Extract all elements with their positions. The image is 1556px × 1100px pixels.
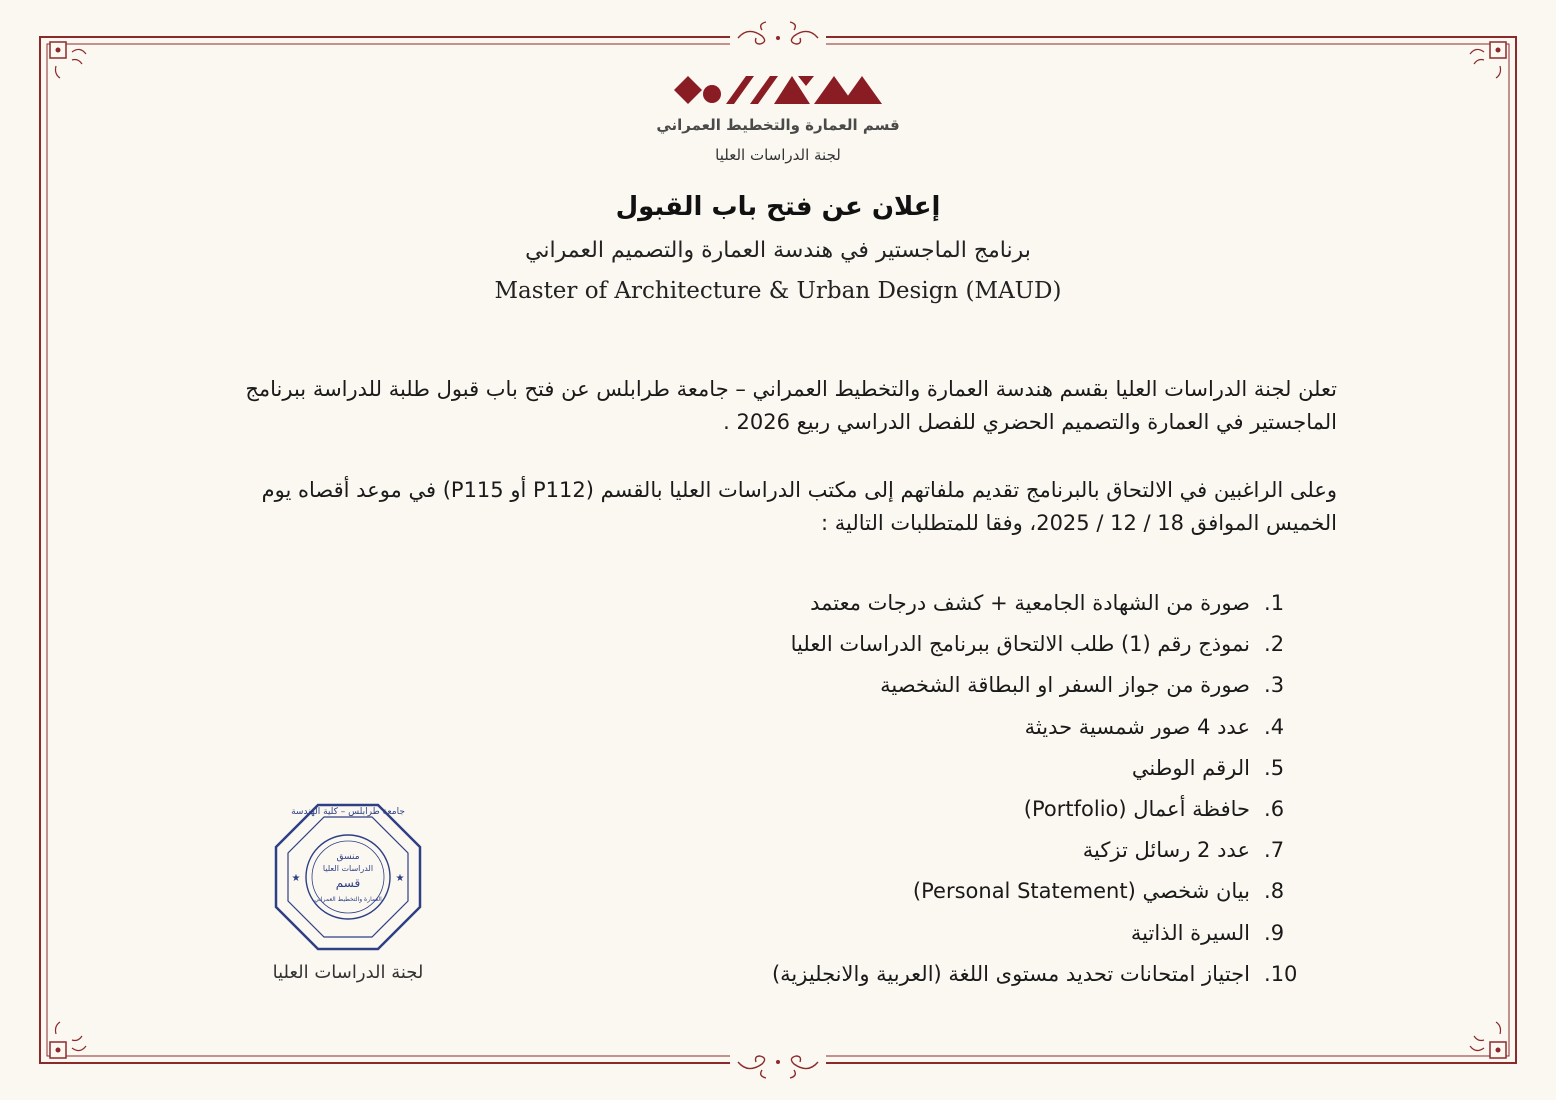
seal-caption: لجنة الدراسات العليا	[272, 962, 424, 983]
seal-center-bottom: العمارة والتخطيط العمراني	[314, 896, 382, 903]
list-item	[600, 832, 1300, 873]
announcement-title: إعلان عن فتح باب القبول	[615, 192, 941, 222]
list-item	[600, 915, 1300, 956]
list-item-text: عدد 2 رسائل تزكية	[1082, 838, 1250, 863]
list-item	[600, 750, 1300, 791]
top-center-flourish	[730, 22, 826, 46]
list-item-number: 3.	[1264, 673, 1285, 698]
list-item-number: 8.	[1264, 879, 1285, 904]
list-item-text: اجتياز امتحانات تحديد مستوى اللغة (العربية والانجليزية)	[771, 961, 1250, 986]
program-name-english: Master of Architecture & Urban Design (MAUD)	[494, 278, 1062, 304]
list-item-number: 2.	[1264, 632, 1285, 657]
list-item-text: صورة من جواز السفر او البطاقة الشخصية	[880, 673, 1250, 698]
bottom-center-flourish	[730, 1054, 826, 1078]
list-item	[600, 873, 1300, 914]
list-item-text: عدد 4 صور شمسية حديثة	[1024, 714, 1250, 739]
program-name-arabic: برنامج الماجستير في هندسة العمارة والتصميم العمراني	[525, 238, 1031, 263]
list-item	[600, 791, 1300, 832]
list-item	[600, 626, 1300, 667]
list-item-text: الرقم الوطني	[1131, 755, 1250, 780]
announcement-paragraph: تعلن لجنة الدراسات العليا بقسم هندسة العمارة والتخطيط العمراني – جامعة طرابلس عن فتح باب قبول طلبة للدراسة ببرنامج الماجستير في العمارة والتصميم الحضري للفصل الدراسي ربيع 2026 .	[245, 377, 1337, 434]
submission-paragraph: وعلى الراغبين في الالتحاق بالبرنامج تقديم ملفاتهم إلى مكتب الدراسات العليا بالقسم (P112 أو P115) في موعد أقصاه يوم الخميس الموافق 18 / 12 / 2025، وفقا للمتطلبات التالية :	[261, 478, 1337, 535]
list-item-text: صورة من الشهادة الجامعية + كشف درجات معتمد	[810, 591, 1250, 615]
list-item	[600, 709, 1300, 750]
list-item-number: 5.	[1264, 755, 1285, 780]
corner-ornament-bottom-left	[50, 1022, 86, 1058]
seal-center-mid: الدراسات العليا	[322, 864, 374, 873]
seal-center-word: قسم	[335, 876, 361, 890]
list-item-text: بيان شخصي (Personal Statement)	[912, 879, 1250, 904]
list-item-text: نموذج رقم (1) طلب الالتحاق ببرنامج الدراسات العليا	[790, 632, 1250, 657]
corner-ornament-bottom-right	[1470, 1022, 1506, 1058]
list-item	[600, 956, 1300, 997]
svg-text:★: ★	[395, 873, 405, 884]
corner-ornament-top-right	[1470, 42, 1506, 78]
list-item	[600, 667, 1300, 708]
logo-department-text: قسم العمارة والتخطيط العمراني	[656, 116, 900, 134]
list-item-number: 4.	[1264, 714, 1285, 739]
official-seal-stamp	[268, 797, 428, 957]
list-item	[600, 585, 1300, 626]
list-item-number: 10.	[1264, 961, 1298, 986]
logo-mark	[674, 70, 884, 110]
svg-text:★: ★	[291, 873, 301, 884]
department-logo	[650, 70, 906, 172]
committee-label: لجنة الدراسات العليا	[715, 146, 841, 164]
list-item-number: 9.	[1264, 920, 1285, 945]
list-item-number: 6.	[1264, 796, 1285, 821]
requirements-list	[600, 585, 1300, 997]
seal-center-top: منسق	[336, 852, 360, 862]
list-item-number: 7.	[1264, 838, 1285, 863]
list-item-number: 1.	[1264, 591, 1285, 615]
list-item-text: السيرة الذاتية	[1130, 920, 1250, 945]
seal-ring-text: جامعة طرابلس – كلية الهندسة	[291, 807, 405, 817]
list-item-text: حافظة أعمال (Portfolio)	[1023, 796, 1250, 821]
corner-ornament-top-left	[50, 42, 86, 78]
